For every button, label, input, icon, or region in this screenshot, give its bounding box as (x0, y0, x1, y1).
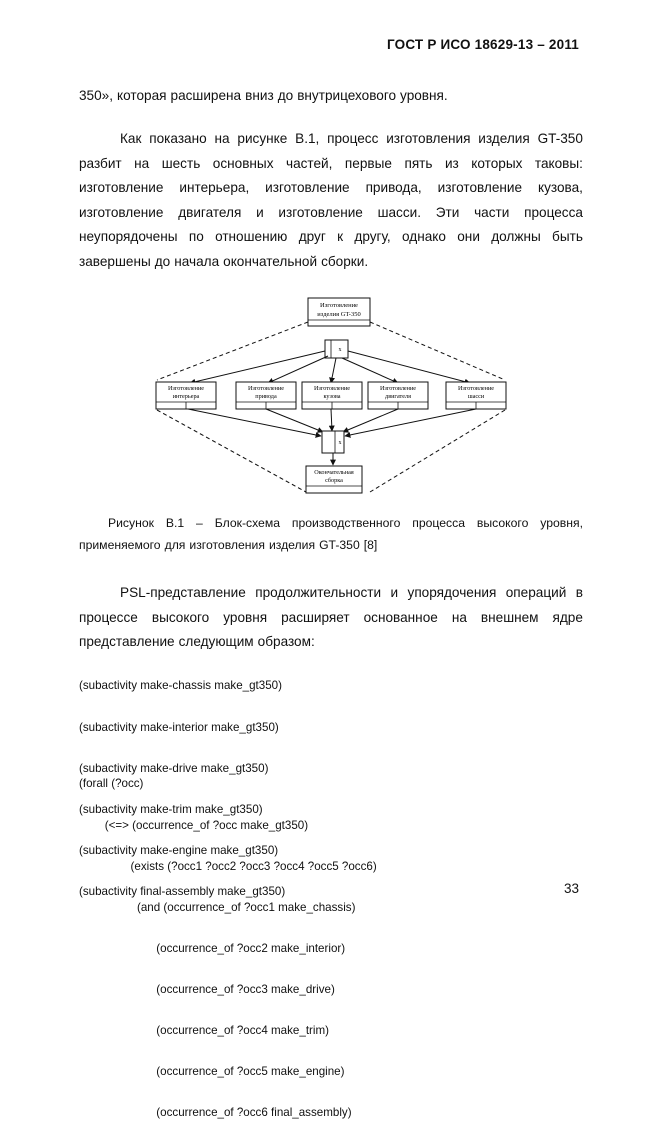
code-line: (subactivity make-trim make_gt350) (79, 802, 263, 816)
word: GT-350 (537, 131, 583, 146)
word: продолжительности (255, 585, 382, 600)
code-line: (subactivity make-engine make_gt350) (79, 843, 279, 857)
word: 350», (79, 88, 114, 103)
page-number: 33 (563, 881, 579, 896)
box-label-line-2: шасси (467, 393, 485, 400)
code-line: (subactivity final-assembly make_gt350) (79, 884, 286, 898)
top-box-line-1: Изготовление (320, 302, 358, 309)
word: которая (117, 88, 167, 103)
word: высокого (151, 609, 210, 625)
word: сборки. (321, 253, 369, 269)
word: Блок-схема (214, 516, 280, 530)
word: – (196, 516, 203, 530)
box-label-line-1: Изготовление (167, 385, 205, 392)
word: и (390, 585, 399, 600)
code-line: (occurrence_of ?occ3 make_drive) (79, 982, 335, 996)
word: процесс (327, 131, 379, 146)
word: высокого (476, 516, 529, 530)
word: интерьера, (179, 180, 250, 195)
word: друг (298, 229, 326, 244)
code-line: (occurrence_of ?occ4 make_trim) (79, 1024, 329, 1038)
word: вниз (245, 88, 274, 103)
code-line: (subactivity make-drive make_gt350) (79, 761, 269, 775)
word: завершены (79, 253, 151, 269)
word: на (214, 131, 230, 146)
word: применяемого (79, 538, 161, 552)
word: первые (344, 155, 392, 171)
word: процесса (412, 516, 466, 530)
code-line: (subactivity make-chassis make_gt350) (79, 679, 282, 693)
word: расширяет (281, 609, 350, 625)
activity-box-interior (156, 382, 216, 409)
word: однако (402, 229, 446, 244)
box-label-line-1: Изготовление (457, 385, 495, 392)
code-line: (<=> (occurrence_of ?occ make_gt350) (79, 818, 309, 832)
word: показано (149, 131, 207, 146)
code-line: (and (occurrence_of ?occ1 make_chassis) (79, 900, 356, 914)
word: изготовление (79, 204, 164, 220)
word: и (256, 204, 264, 220)
word: должны (491, 229, 541, 244)
word: которых (471, 155, 523, 171)
word: [8] (363, 538, 378, 552)
word: для (164, 538, 186, 552)
word: из (444, 155, 459, 171)
word: образом: (257, 634, 315, 649)
word: изделия (478, 131, 530, 146)
code-block-forall (79, 750, 377, 1134)
word: начала (174, 253, 220, 269)
word: Как (120, 131, 142, 146)
word: уровня. (400, 88, 448, 103)
box-label-line-2: двигателя (385, 393, 411, 400)
word: процессе (79, 609, 138, 625)
code-line: (exists (?occ1 ?occ2 ?occ3 ?occ4 ?occ5 ?occ6) (79, 859, 377, 873)
word: разбит (79, 155, 122, 171)
word: внутрицехового (297, 88, 397, 103)
activity-box-body (302, 382, 362, 409)
word: представление (79, 634, 175, 649)
word: изделия (268, 538, 316, 552)
word: неупорядочены (79, 229, 178, 244)
word: внешнем (480, 609, 539, 625)
word: отношению (215, 229, 288, 244)
box-label-line-1: Изготовление (379, 385, 417, 392)
activity-box-chassis (446, 382, 506, 409)
word: к (337, 229, 344, 244)
word: изготовление (79, 180, 164, 195)
figure-caption (79, 512, 583, 556)
junction-top (325, 340, 348, 358)
word: частей, (285, 155, 333, 171)
top-box-line-2: изделия GT-350 (317, 311, 361, 318)
final-box-line-2: сборка (325, 477, 343, 484)
word: части (474, 204, 510, 220)
box-label-line-2: кузова (323, 393, 341, 400)
word: операций (505, 585, 567, 600)
word: В.1, (295, 131, 320, 146)
word: уровня, (540, 516, 583, 530)
word: изготовление (278, 204, 363, 220)
paragraph-3 (79, 581, 583, 655)
word: они (457, 229, 480, 244)
box-label-line-1: Изготовление (247, 385, 285, 392)
word: основанное (363, 609, 438, 625)
word: шасси. (377, 204, 422, 220)
word: основных (212, 155, 274, 171)
word: изготовления (189, 538, 265, 552)
caption-line (79, 512, 583, 534)
word: процесса (524, 204, 583, 220)
word: шесть (161, 155, 201, 171)
word: быть (552, 229, 583, 244)
word: на (451, 609, 467, 625)
text-line (79, 581, 583, 606)
code-line: (subactivity make-interior make_gt350) (79, 720, 279, 734)
final-assembly-box (306, 466, 362, 493)
activity-box-engine (368, 382, 428, 409)
word: таковы: (534, 155, 583, 171)
text-line (79, 630, 583, 655)
junction-bottom (322, 431, 344, 453)
code-line: (occurrence_of ?occ5 make_engine) (79, 1065, 345, 1079)
word: уровня (223, 609, 268, 625)
word: привода, (365, 180, 422, 195)
word: другу, (354, 229, 391, 244)
box-label-line-2: интерьера (172, 393, 200, 400)
junction-top-label: x (338, 347, 342, 353)
box-label-line-2: привода (255, 393, 277, 400)
word: расширена (170, 88, 242, 103)
word: до (154, 253, 171, 269)
box-label-line-1: Изготовление (313, 385, 351, 392)
code-line: (forall (?occ) (79, 777, 144, 791)
word: на (134, 155, 150, 171)
code-line: (occurrence_of ?occ2 make_interior) (79, 941, 346, 955)
activity-box-drive (236, 382, 296, 409)
word: Эти (435, 204, 460, 220)
word: рисунке (237, 131, 288, 146)
word: GT-350 (319, 538, 360, 552)
word: пять (404, 155, 433, 171)
final-box-line-1: Окончательная (314, 469, 354, 476)
word: изготовление (437, 180, 523, 195)
word: окончательной (223, 253, 318, 269)
word: кузова, (538, 180, 583, 195)
document-header: ГОСТ Р ИСО 18629-13 – 2011 (386, 37, 579, 52)
word: PSL-представление (120, 585, 246, 600)
word: В.1 (165, 516, 185, 530)
word: до (277, 88, 294, 103)
word: изготовление (265, 180, 350, 195)
text-line (79, 606, 583, 631)
word: упорядочения (407, 585, 497, 600)
code-line: (occurrence_of ?occ6 final_assembly) (79, 1106, 352, 1120)
word: изготовления (386, 131, 471, 146)
caption-line (79, 534, 583, 556)
top-process-box (308, 298, 370, 326)
word: производственного (291, 516, 401, 530)
junction-bottom-label: x (338, 440, 342, 446)
word: Рисунок (108, 516, 154, 530)
word: ядре (552, 609, 583, 625)
word: следующим (178, 634, 254, 649)
word: по (188, 229, 204, 244)
word: двигателя (178, 204, 242, 220)
word: в (575, 585, 583, 600)
